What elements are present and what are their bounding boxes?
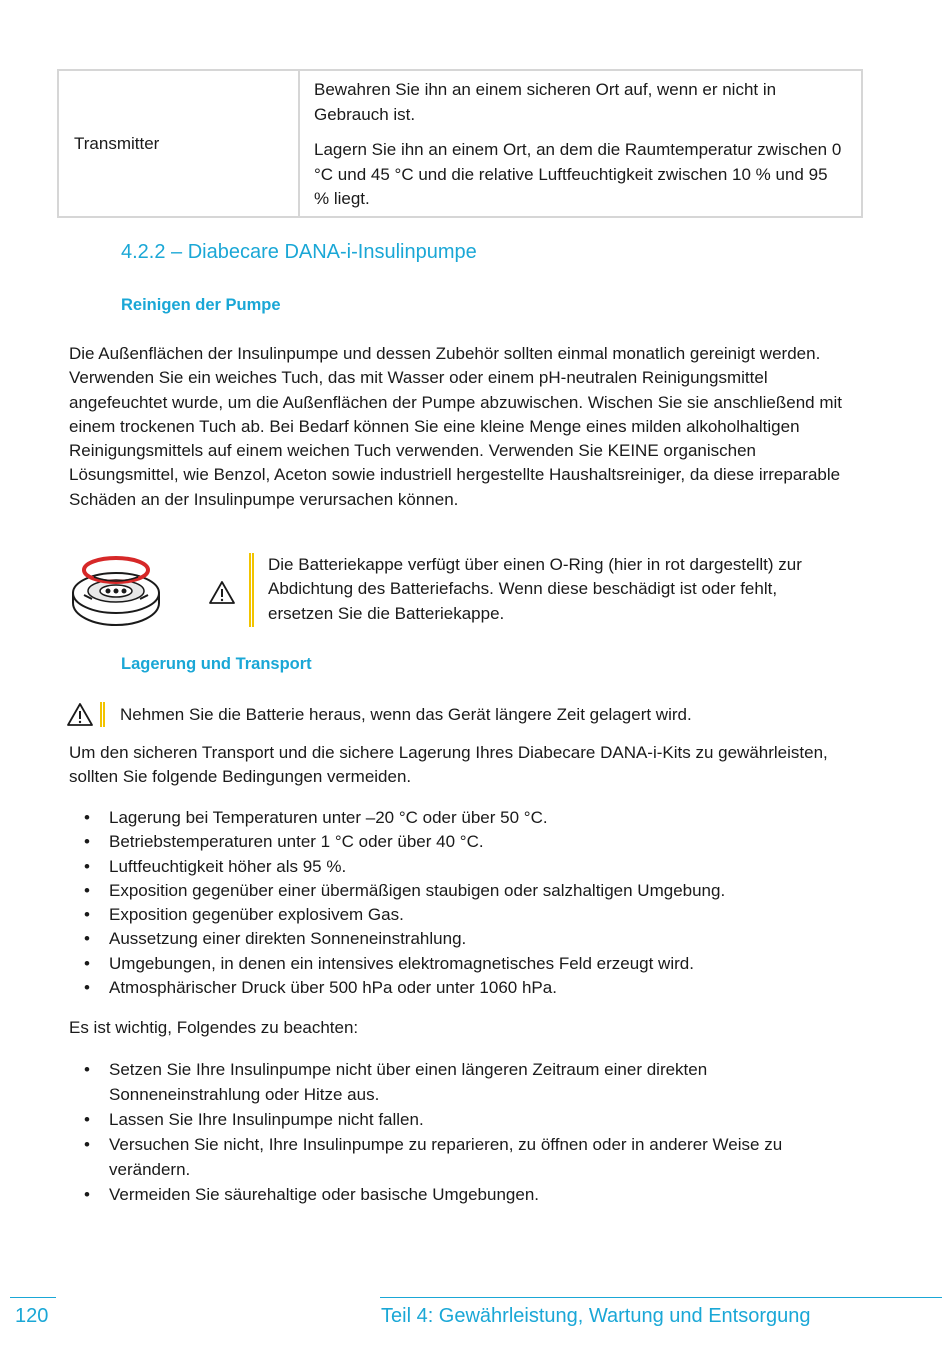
warning-bar <box>249 553 254 627</box>
list-item: • Lassen Sie Ihre Insulinpumpe nicht fallen. <box>69 1107 849 1132</box>
footer-rule-right <box>380 1297 942 1298</box>
storage-intro: Um den sicheren Transport und die sichere Lagerung Ihres Diabecare DANA-i-Kits zu gewährleisten, sollten Sie folgende Bedingungen vermeiden. <box>69 743 828 787</box>
warning-bar <box>100 702 105 727</box>
table-paragraph: Lagern Sie ihn an einem Ort, an dem die Raumtemperatur zwischen 0 °C und 45 °C und die relative Luftfeuchtigkeit zwischen 10 % und 95 % liegt. <box>314 140 842 208</box>
table-row-content <box>300 71 861 216</box>
battery-removal-warning: Nehmen Sie die Batterie heraus, wenn das Gerät längere Zeit gelagert wird. <box>120 705 692 724</box>
warning-icon <box>208 580 236 605</box>
footer-rule-left <box>10 1297 56 1298</box>
page-number: 120 <box>15 1305 49 1327</box>
subheading-storage: Lagerung und Transport <box>121 655 312 673</box>
warning-icon <box>66 702 94 727</box>
table-row-label: Transmitter <box>59 71 300 216</box>
battery-cap-image <box>66 551 166 629</box>
table-paragraph: Bewahren Sie ihn an einem sicheren Ort auf, wenn er nicht in Gebrauch ist. <box>314 80 777 124</box>
list-item: • Umgebungen, in denen ein intensives elektromagnetisches Feld erzeugt wird. <box>69 952 859 976</box>
avoid-conditions-list <box>69 806 859 1000</box>
list-item: • Vermeiden Sie säurehaltige oder basische Umgebungen. <box>69 1182 849 1207</box>
battery-cap-warning-text: Die Batteriekappe verfügt über einen O-Ring (hier in rot dargestellt) zur Abdichtung des Batteriefachs. Wenn diese beschädigt ist oder fehlt, ersetzen Sie die Batteriekappe. <box>268 555 802 623</box>
list-item: • Luftfeuchtigkeit höher als 95 %. <box>69 855 859 879</box>
storage-table <box>57 69 863 218</box>
list-item: • Exposition gegenüber einer übermäßigen staubigen oder salzhaltigen Umgebung. <box>69 879 859 903</box>
list-item: • Exposition gegenüber explosivem Gas. <box>69 903 859 927</box>
notes-intro: Es ist wichtig, Folgendes zu beachten: <box>69 1018 359 1037</box>
subheading-cleaning: Reinigen der Pumpe <box>121 296 281 314</box>
chapter-title: Teil 4: Gewährleistung, Wartung und Entsorgung <box>381 1305 811 1327</box>
battery-cap-warning <box>66 551 866 631</box>
list-item: • Aussetzung einer direkten Sonneneinstrahlung. <box>69 927 859 951</box>
list-item: • Betriebstemperaturen unter 1 °C oder über 40 °C. <box>69 830 859 854</box>
list-item: • Atmosphärischer Druck über 500 hPa oder unter 1060 hPa. <box>69 976 859 1000</box>
list-item: • Setzen Sie Ihre Insulinpumpe nicht über einen längeren Zeitraum einer direkten Sonneneinstrahlung oder Hitze aus. <box>69 1057 849 1107</box>
list-item: • Lagerung bei Temperaturen unter –20 °C oder über 50 °C. <box>69 806 859 830</box>
cleaning-paragraph: Die Außenflächen der Insulinpumpe und dessen Zubehör sollten einmal monatlich gereinigt werden. Verwenden Sie ein weiches Tuch, das mit Wasser oder einem pH-neutralen Reinigungsmittel angefeuchtet wurde, um die Außenflächen der Pumpe abzuwischen. Wischen Sie sie anschließend mit einem trockenen Tuch ab. Bei Bedarf können Sie eine kleine Menge eines milden alkoholhaltigen Reinigungsmittels auf einem weichen Tuch verwenden. Verwenden Sie KEINE organischen Lösungsmittel, wie Benzol, Aceton sowie industriell hergestellte Haushaltsreiniger, da diese irreparable Schäden an der Insulinpumpe verursachen können. <box>69 344 842 509</box>
notes-list <box>69 1057 849 1207</box>
list-item: • Versuchen Sie nicht, Ihre Insulinpumpe zu reparieren, zu öffnen oder in anderer Weise zu verändern. <box>69 1132 849 1182</box>
section-heading: 4.2.2 – Diabecare DANA-i-Insulinpumpe <box>121 241 477 263</box>
